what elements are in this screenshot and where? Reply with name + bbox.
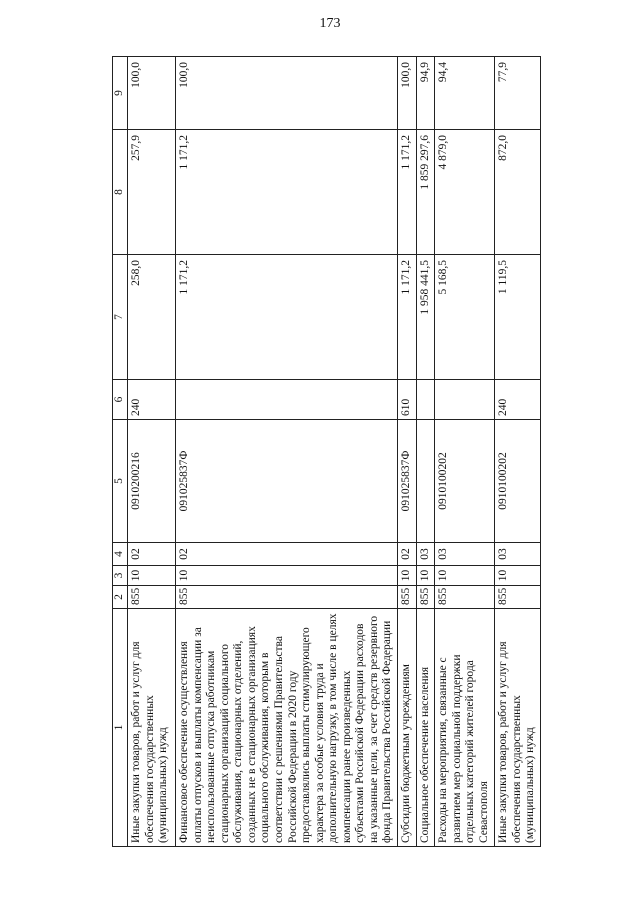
- cell-c9: 77,9: [495, 57, 541, 130]
- cell-c3: 10: [495, 566, 541, 586]
- cell-c5: [416, 420, 435, 543]
- cell-c8: 1 859 297,6: [416, 130, 435, 255]
- budget-table: [112, 56, 541, 847]
- cell-c3: 10: [128, 566, 176, 586]
- row-name: Расходы на мероприятия, связанные с развитием мер социальной поддержки отдельных категорий жителей города Севастополя: [435, 609, 495, 847]
- table-row: [176, 57, 398, 847]
- cell-c5: 0910200216: [128, 420, 176, 543]
- column-header: 2: [113, 586, 128, 609]
- column-header: 6: [113, 380, 128, 420]
- cell-c8: 1 171,2: [398, 130, 417, 255]
- column-header: 1: [113, 609, 128, 847]
- cell-c2: 855: [435, 586, 495, 609]
- cell-c7: 258,0: [128, 255, 176, 380]
- cell-c9: 94,4: [435, 57, 495, 130]
- cell-c9: 94,9: [416, 57, 435, 130]
- cell-c4: 02: [398, 543, 417, 566]
- table-row: [435, 57, 495, 847]
- cell-c6: 610: [398, 380, 417, 420]
- cell-c6: 240: [495, 380, 541, 420]
- cell-c4: 02: [128, 543, 176, 566]
- cell-c4: 03: [495, 543, 541, 566]
- cell-c2: 855: [495, 586, 541, 609]
- cell-c3: 10: [435, 566, 495, 586]
- column-header: 5: [113, 420, 128, 543]
- row-name: Финансовое обеспечение осуществления оплаты отпусков и выплаты компенсации за неиспользованные отпуска работникам стационарных организаций социального обслуживания, стационарных отделений, созданных не в стационарных организациях социального обслуживания, которым в соответствии с решениями Правительства Российской Федерации в 2020 году предоставлялись выплаты стимулирующего характера за особые условия труда и дополнительную нагрузку, в том числе в целях компенсации ранее произведенных субъектами Российской Федерации расходов на указанные цели, за счет средств резервного фонда Правительства Российской Федерации: [176, 609, 398, 847]
- column-header: 9: [113, 57, 128, 130]
- cell-c6: [416, 380, 435, 420]
- cell-c4: 03: [435, 543, 495, 566]
- cell-c7: 1 171,2: [176, 255, 398, 380]
- cell-c6: 240: [128, 380, 176, 420]
- cell-c7: 1 119,5: [495, 255, 541, 380]
- cell-c3: 10: [176, 566, 398, 586]
- cell-c2: 855: [176, 586, 398, 609]
- cell-c7: 5 168,5: [435, 255, 495, 380]
- cell-c2: 855: [398, 586, 417, 609]
- cell-c6: [435, 380, 495, 420]
- cell-c3: 10: [398, 566, 417, 586]
- cell-c2: 855: [416, 586, 435, 609]
- table-row: [398, 57, 417, 847]
- table-row: [416, 57, 435, 847]
- cell-c8: 4 879,0: [435, 130, 495, 255]
- cell-c8: 872,0: [495, 130, 541, 255]
- cell-c3: 10: [416, 566, 435, 586]
- table-row: [128, 57, 176, 847]
- column-header: 8: [113, 130, 128, 255]
- cell-c9: 100,0: [128, 57, 176, 130]
- row-name: Иные закупки товаров, работ и услуг для обеспечения государственных (муниципальных) нужд: [495, 609, 541, 847]
- cell-c9: 100,0: [398, 57, 417, 130]
- page-number: 173: [319, 16, 341, 31]
- cell-c9: 100,0: [176, 57, 398, 130]
- cell-c7: 1 171,2: [398, 255, 417, 380]
- cell-c5: 091025837Ф: [398, 420, 417, 543]
- row-name: Субсидии бюджетным учреждениям: [398, 609, 417, 847]
- column-header: 4: [113, 543, 128, 566]
- row-name: Иные закупки товаров, работ и услуг для обеспечения государственных (муниципальных) нужд: [128, 609, 176, 847]
- column-header: 3: [113, 566, 128, 586]
- cell-c8: 1 171,2: [176, 130, 398, 255]
- cell-c2: 855: [128, 586, 176, 609]
- cell-c5: 0910100202: [435, 420, 495, 543]
- header-row: [113, 57, 128, 847]
- cell-c4: 03: [416, 543, 435, 566]
- cell-c5: 091025837Ф: [176, 420, 398, 543]
- cell-c8: 257,9: [128, 130, 176, 255]
- column-header: 7: [113, 255, 128, 380]
- cell-c4: 02: [176, 543, 398, 566]
- cell-c7: 1 958 441,5: [416, 255, 435, 380]
- rotated-table-container: [112, 57, 537, 847]
- cell-c6: [176, 380, 398, 420]
- table-row: [495, 57, 541, 847]
- row-name: Социальное обеспечение населения: [416, 609, 435, 847]
- cell-c5: 0910100202: [495, 420, 541, 543]
